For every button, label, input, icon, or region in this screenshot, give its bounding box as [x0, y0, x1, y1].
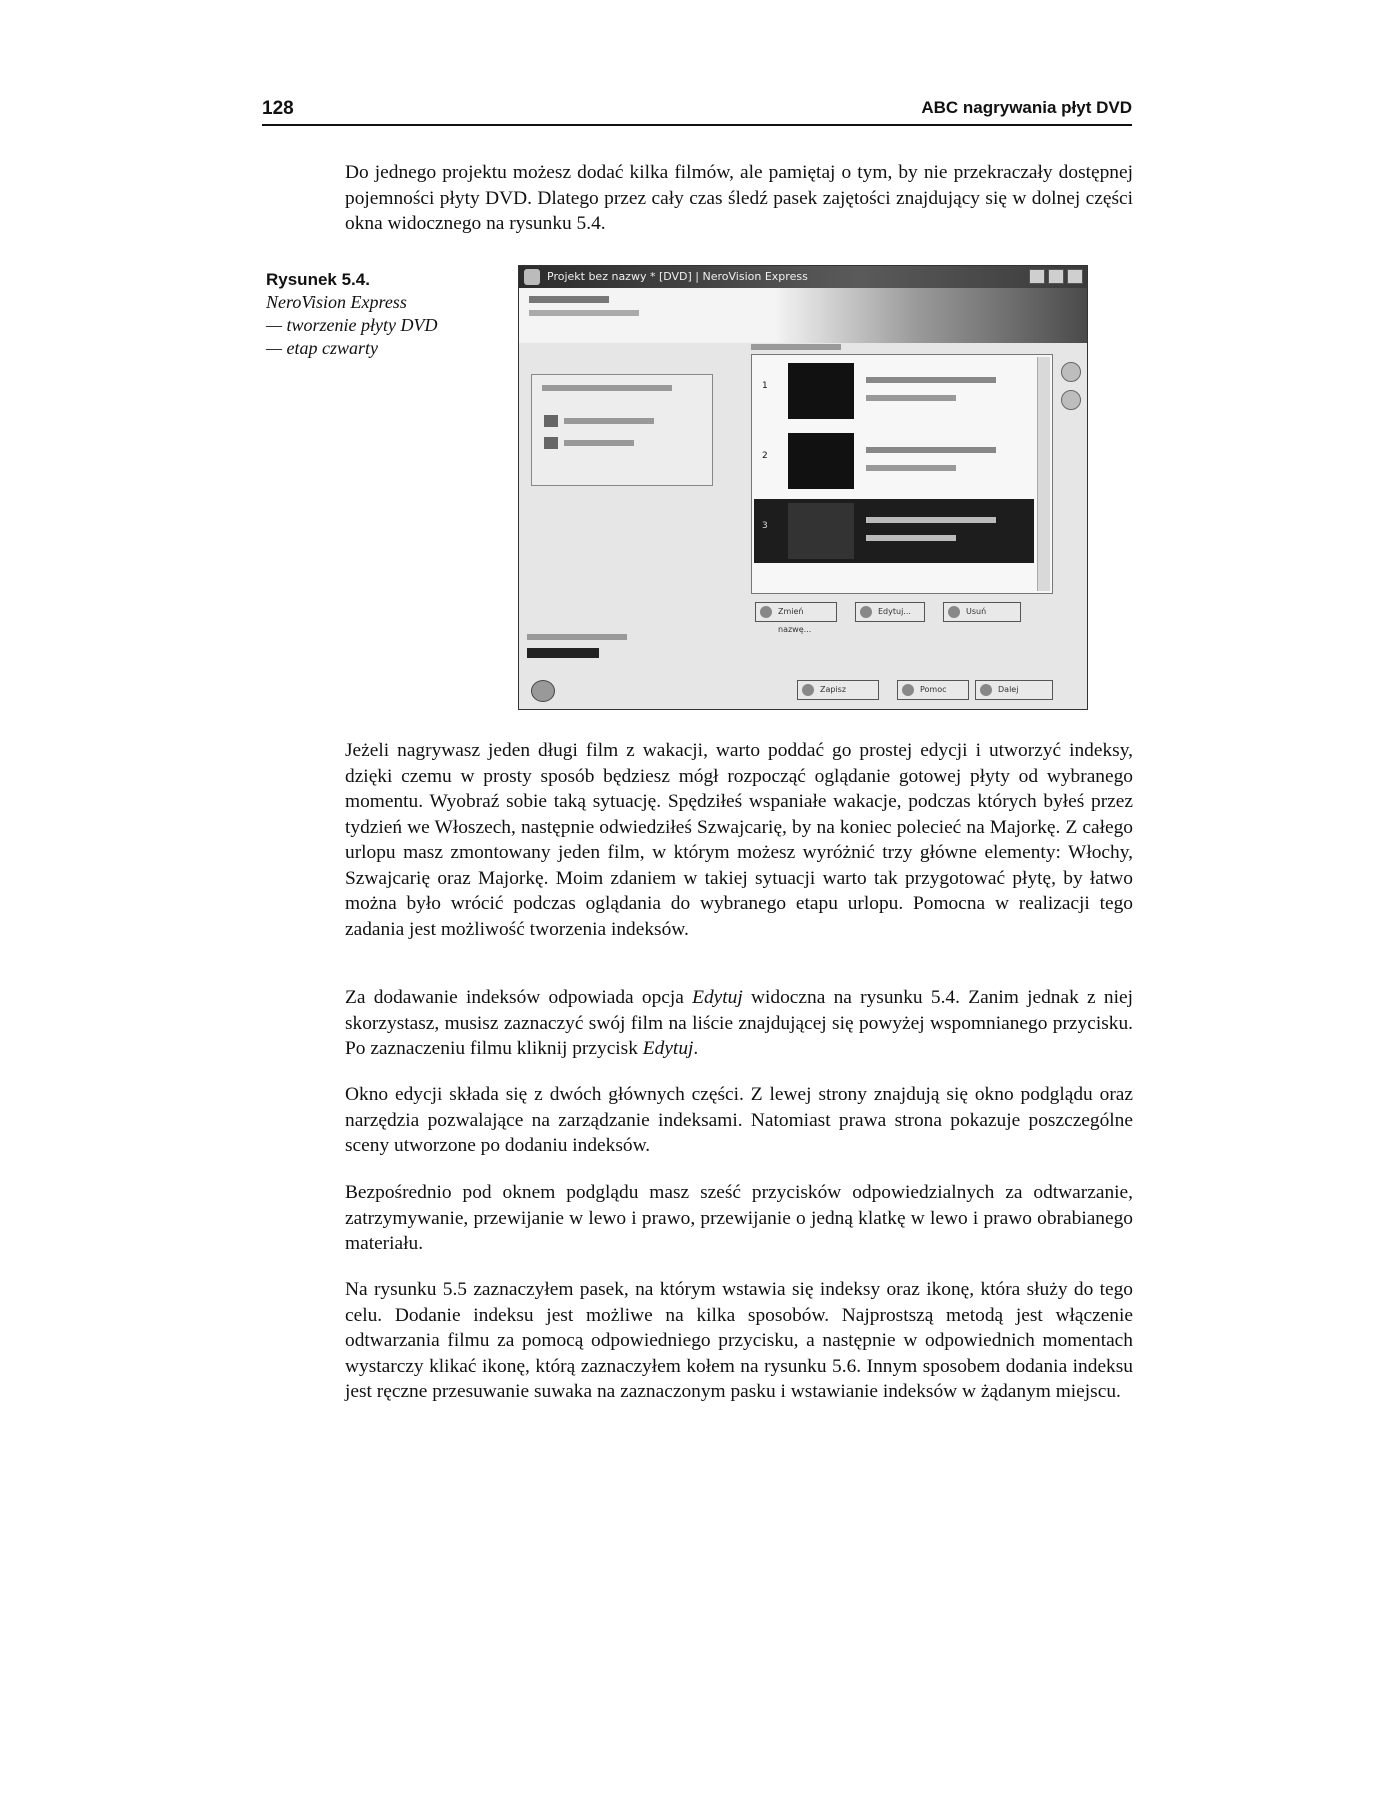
video-thumbnail: [788, 433, 854, 489]
capacity-bar: [527, 648, 599, 658]
list-heading: [751, 344, 841, 350]
caption-label: Rysunek 5.4.: [266, 270, 370, 289]
paragraph-3-text: widoczna na rysunku 5.4. Zanim jednak z niej skorzystasz, musisz zaznaczyć swój film na liście znajdującej się powyżej wspomnianego przycisku. Po zaznaczeniu filmu kliknij przycisk: [345, 987, 1133, 1059]
save-button: Zapisz: [797, 680, 879, 700]
item-info-line: [866, 465, 956, 471]
item-number: 3: [762, 521, 768, 531]
wizard-banner: [519, 288, 1087, 343]
screenshot-figure: [518, 265, 1088, 710]
video-thumbnail: [788, 503, 854, 559]
list-scrollbar: [1037, 357, 1050, 591]
move-up-icon: [1061, 362, 1081, 382]
item-title-line: [866, 447, 996, 453]
page-header: [262, 92, 1132, 126]
banner-subtitle: [529, 310, 639, 316]
item-title-line: [866, 517, 996, 523]
paragraph-3: [345, 985, 1133, 1062]
item-title-line: [866, 377, 996, 383]
app-icon: [524, 269, 540, 285]
list-item: [754, 429, 1034, 493]
video-file-icon: [544, 415, 558, 427]
caption-line: NeroVision Express: [266, 292, 407, 312]
list-item: [754, 359, 1034, 423]
next-button: Dalej: [975, 680, 1053, 700]
window-title: Projekt bez nazwy * [DVD] | NeroVision Express: [547, 270, 808, 283]
move-down-icon: [1061, 390, 1081, 410]
edit-button: Edytuj...: [855, 602, 925, 622]
page-number: 128: [262, 98, 294, 119]
video-thumbnail: [788, 363, 854, 419]
video-list: [751, 354, 1053, 594]
panel-option: [564, 418, 654, 424]
button-name-edit: Edytuj: [642, 1038, 694, 1059]
paragraph-4: Okno edycji składa się z dwóch głównych części. Z lewej strony znajdują się okno podglądu oraz narzędzia pozwalające na zarządzanie indeksami. Natomiast prawa strona pokazuje poszczególne sceny utworzone po dodaniu indeksów.: [345, 1084, 1133, 1156]
remove-button: Usuń: [943, 602, 1021, 622]
paragraph-6: Na rysunku 5.5 zaznaczyłem pasek, na którym wstawia się indeksy oraz ikonę, która służy do tego celu. Dodanie indeksu jest możliwe na kilka sposobów. Najprostszą metodą jest włączenie odtwarzania filmu za pomocą odpowiedniego przycisku, a następnie w odpowiednich momentach wystarczy klikać ikonę, którą zaznaczyłem kołem na rysunku 5.6. Innym sposobem dodania indeksu jest ręczne przesuwanie suwaka na zaznaczonym pasku i wstawianie indeksów w żądanym miejscu.: [345, 1279, 1133, 1402]
capacity-label: [527, 634, 627, 640]
item-info-line: [866, 535, 956, 541]
capture-icon: [544, 437, 558, 449]
paragraph-3-text: Za dodawanie indeksów odpowiada opcja: [345, 987, 693, 1008]
maximize-icon: [1048, 269, 1064, 284]
list-item-selected: [754, 499, 1034, 563]
window-titlebar: [519, 266, 1087, 288]
item-number: 2: [762, 451, 768, 461]
paragraph-2: Jeżeli nagrywasz jeden długi film z wakacji, warto poddać go prostej edycji i utworzyć indeksy, dzięki czemu w prosty sposób będziesz mógł rozpocząć oglądanie gotowej płyty od wybranego momentu. Wyobraź sobie taką sytuację. Spędziłeś wspaniałe wakacje, podczas których byłeś przez tydzień we Włoszech, następnie odwiedziłeś Szwajcarię, by na koniec polecieć na Majorkę. Z całego urlopu masz zmontowany jeden film, w którym możesz wyróżnić trzy główne elementy: Włochy, Szwajcarię oraz Majorkę. Moim zdaniem w takiej sytuacji warto tak przygotować płytę, by łatwo można było wrócić podczas oglądania do wybranego etapu urlopu. Pomocna w realizacji tego zadania jest możliwość tworzenia indeksów.: [345, 740, 1133, 940]
caption-line: — tworzenie płyty DVD: [266, 315, 438, 335]
help-button: Pomoc: [897, 680, 969, 700]
add-video-panel: [531, 374, 713, 486]
panel-heading: [542, 385, 672, 391]
paragraph-1: Do jednego projektu możesz dodać kilka filmów, ale pamiętaj o tym, by nie przekraczały dostępnej pojemności płyty DVD. Dlatego przez cały czas śledź pasek zajętości znajdujący się w dolnej części okna widocznego na rysunku 5.4.: [345, 162, 1133, 234]
figure-caption: [266, 268, 476, 360]
book-title: ABC nagrywania płyt DVD: [921, 98, 1132, 117]
banner-title: [529, 296, 609, 303]
panel-option: [564, 440, 634, 446]
caption-line: — etap czwarty: [266, 338, 378, 358]
minimize-icon: [1029, 269, 1045, 284]
close-icon: [1067, 269, 1083, 284]
rename-button: Zmień nazwę...: [755, 602, 837, 622]
item-number: 1: [762, 381, 768, 391]
options-icon: [531, 680, 555, 702]
item-info-line: [866, 395, 956, 401]
paragraph-3-text: .: [693, 1038, 699, 1059]
paragraph-5: Bezpośrednio pod oknem podglądu masz sześć przycisków odpowiedzialnych za odtwarzanie, zatrzymywanie, przewijanie w lewo i prawo, przewijanie o jedną klatkę w lewo i prawo obrabianego materiału.: [345, 1182, 1133, 1254]
option-name-edit: Edytuj: [692, 987, 743, 1008]
